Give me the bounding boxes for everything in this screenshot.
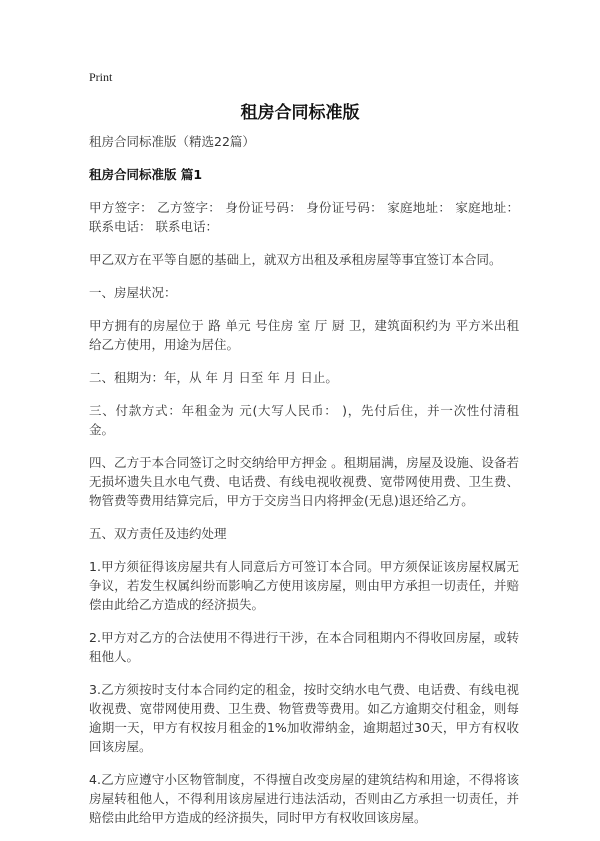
page-title: 租房合同标准版 [240,103,360,123]
clause-item-3: 3.乙方须按时支付本合同约定的租金，按时交纳水电气费、电话费、有线电视收视费、宽带网使用费、卫生费、物管费等费用。如乙方逾期交付租金，则每逾期一天，甲方有权按月租金的1%加收滞纳金，逾期超过30天，甲方有权收回该房屋。 [89,682,519,754]
clause-payment: 三、付款方式：年租金为 元(大写人民币： )，先付后住，并一次性付清租金。 [89,403,519,437]
clause-lease-term: 二、租期为：年，从 年 月 日至 年 月 日止。 [89,370,338,385]
clause-deposit: 四、乙方于本合同签订之时交纳给甲方押金 。租期届满，房屋及设施、设备若无损坏遗失且水电气费、电话费、有线电视收视费、宽带网使用费、卫生费、物管费等费用结算完后，甲方于交房当日内将押金(无息)退还给乙方。 [89,455,519,508]
section-heading: 租房合同标准版 篇1 [89,167,203,182]
clause-heading-responsibilities: 五、双方责任及违约处理 [89,526,227,541]
paragraph-house-details: 甲方拥有的房屋位于 路 单元 号住房 室 厅 厨 卫，建筑面积约为 平方米出租给乙方使用，用途为居住。 [89,318,519,352]
paragraph-intro: 甲乙双方在平等自愿的基础上，就双方出租及承租房屋等事宜签订本合同。 [89,252,502,267]
clause-item-2: 2.甲方对乙方的合法使用不得进行干涉，在本合同租期内不得收回房屋，或转租他人。 [89,630,519,664]
document-subtitle: 租房合同标准版（精选22篇） [89,134,255,149]
clause-item-1: 1.甲方须征得该房屋共有人同意后方可签订本合同。甲方须保证该房屋权属无争议，若发生权属纠纷而影响乙方使用该房屋，则由甲方承担一切责任，并赔偿由此给乙方造成的经济损失。 [89,559,519,612]
print-link[interactable]: Print [89,70,113,84]
clause-item-4: 4.乙方应遵守小区物管制度，不得擅自改变房屋的建筑结构和用途，不得将该房屋转租他人，不得利用该房屋进行违法活动，否则由乙方承担一切责任，并赔偿由此给甲方造成的经济损失，同时甲方有权收回该房屋。 [89,772,519,825]
clause-heading-house: 一、房屋状况： [89,285,177,300]
paragraph-signatures: 甲方签字： 乙方签字： 身份证号码： 身份证号码： 家庭地址： 家庭地址： 联系电话： 联系电话： [89,200,519,234]
document-body [89,132,519,841]
